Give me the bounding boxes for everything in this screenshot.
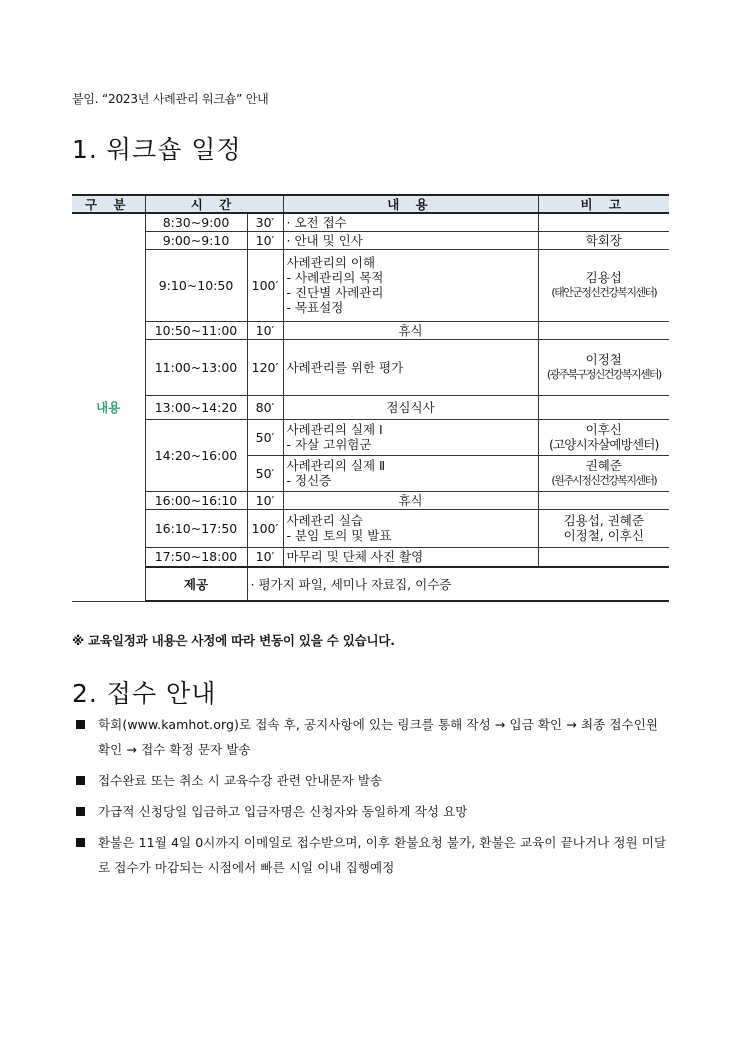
minutes-cell: 100′ <box>247 509 283 547</box>
list-item-text: 학회(www.kamhot.org)로 접속 후, 공지사항에 있는 링크를 통해 작성 → 입금 확인 → 최종 접수인원 확인 → 접수 확정 문자 발송 <box>98 717 659 757</box>
speaker-affiliation: (원주시정신건강복지센터) <box>551 474 657 487</box>
content-cell <box>283 455 538 491</box>
section1-title: 1. 워크숍 일정 <box>72 135 242 164</box>
speaker-names: 김용섭, 권혜준 <box>563 513 644 528</box>
header-category: 구 분 <box>72 195 145 213</box>
square-bullet-icon <box>76 720 85 729</box>
remarks-cell <box>538 419 669 455</box>
remarks-cell <box>538 339 669 395</box>
list-item <box>72 830 672 880</box>
speaker-name: 김용섭 <box>585 270 622 285</box>
schedule-table <box>72 194 669 602</box>
remarks-cell <box>538 395 669 419</box>
speaker-name: 권혜준 <box>585 458 622 473</box>
table-row <box>72 395 669 419</box>
list-item <box>72 768 672 793</box>
table-row <box>72 547 669 567</box>
table-row <box>72 419 669 455</box>
time-cell: 9:00~9:10 <box>145 231 247 249</box>
speaker-name: 이정철 <box>585 352 622 367</box>
list-item <box>72 799 672 824</box>
minutes-cell: 50′ <box>247 419 283 455</box>
table-row <box>72 491 669 509</box>
speaker-affiliation: (고양시자살예방센터) <box>548 437 659 452</box>
content-line: - 정신증 <box>286 473 332 488</box>
minutes-cell: 100′ <box>247 249 283 321</box>
table-row <box>72 213 669 231</box>
content-cell: 점심식사 <box>283 395 538 419</box>
content-cell <box>283 419 538 455</box>
table-row <box>72 249 669 321</box>
content-line: - 목표설정 <box>286 300 344 315</box>
content-cell: 사례관리를 위한 평가 <box>283 339 538 395</box>
table-row <box>72 321 669 339</box>
content-cell: 휴식 <box>283 491 538 509</box>
time-cell: 10:50~11:00 <box>145 321 247 339</box>
remarks-cell <box>538 491 669 509</box>
content-line: - 진단별 사례관리 <box>286 285 384 300</box>
schedule-change-notice: ※ 교육일정과 내용은 사정에 따라 변동이 있을 수 있습니다. <box>72 633 395 648</box>
minutes-cell: 10′ <box>247 491 283 509</box>
list-item-text: 가급적 신청당일 입금하고 입금자명은 신청자와 동일하게 작성 요망 <box>98 804 468 819</box>
table-row <box>72 339 669 395</box>
time-cell: 8:30~9:00 <box>145 213 247 231</box>
square-bullet-icon <box>76 838 85 847</box>
remarks-cell <box>538 249 669 321</box>
table-row <box>72 509 669 547</box>
remarks-cell <box>538 321 669 339</box>
list-item <box>72 712 672 762</box>
header-time: 시 간 <box>145 195 283 213</box>
time-cell: 9:10~10:50 <box>145 249 247 321</box>
square-bullet-icon <box>76 807 85 816</box>
content-cell: · 오전 접수 <box>283 213 538 231</box>
content-line: - 분임 토의 및 발표 <box>286 528 392 543</box>
header-remarks: 비 고 <box>538 195 669 213</box>
speaker-name: 이후신 <box>585 422 622 437</box>
speaker-affiliation: (광주북구정신건강복지센터) <box>546 368 661 381</box>
content-cell <box>283 249 538 321</box>
remarks-cell <box>538 547 669 567</box>
provide-label: 제공 <box>145 567 247 601</box>
speaker-names: 이정철, 이후신 <box>563 528 644 543</box>
header-content: 내 용 <box>283 195 538 213</box>
remarks-cell <box>538 213 669 231</box>
square-bullet-icon <box>76 776 85 785</box>
content-line: 사례관리의 이해 <box>286 255 376 270</box>
table-header-row <box>72 195 669 213</box>
list-item-text: 환불은 11월 4일 0시까지 이메일로 접수받으며, 이후 환불요청 불가, 환불은 교육이 끝나거나 정원 미달로 접수가 마감되는 시점에서 빠른 시일 이내 집행예정 <box>98 835 667 875</box>
minutes-cell: 80′ <box>247 395 283 419</box>
content-cell: 휴식 <box>283 321 538 339</box>
provide-text: · 평가지 파일, 세미나 자료집, 이수증 <box>247 567 669 601</box>
time-cell: 11:00~13:00 <box>145 339 247 395</box>
content-cell: 마무리 및 단체 사진 촬영 <box>283 547 538 567</box>
content-line: 사례관리 실습 <box>286 513 363 528</box>
table-row <box>72 231 669 249</box>
minutes-cell: 10′ <box>247 231 283 249</box>
minutes-cell: 10′ <box>247 547 283 567</box>
content-line: 사례관리의 실제 Ⅰ <box>286 422 383 437</box>
remarks-cell <box>538 455 669 491</box>
time-cell: 16:00~16:10 <box>145 491 247 509</box>
time-cell: 14:20~16:00 <box>145 419 247 491</box>
speaker-affiliation: (태안군정신건강복지센터) <box>551 286 657 299</box>
time-cell: 16:10~17:50 <box>145 509 247 547</box>
provide-row <box>72 567 669 601</box>
time-cell: 13:00~14:20 <box>145 395 247 419</box>
content-cell: · 안내 및 인사 <box>283 231 538 249</box>
side-label: 내용 <box>72 213 145 601</box>
content-line: - 자살 고위험군 <box>286 437 372 452</box>
time-cell: 17:50~18:00 <box>145 547 247 567</box>
content-line: 사례관리의 실제 Ⅱ <box>286 458 386 473</box>
attachment-line: 붙임. “2023년 사례관리 워크숍” 안내 <box>72 92 269 106</box>
content-cell <box>283 509 538 547</box>
list-item-text: 접수완료 또는 취소 시 교육수강 관련 안내문자 발송 <box>98 773 383 788</box>
minutes-cell: 10′ <box>247 321 283 339</box>
remarks-cell <box>538 509 669 547</box>
minutes-cell: 30′ <box>247 213 283 231</box>
section2-title: 2. 접수 안내 <box>72 679 217 708</box>
content-line: - 사례관리의 목적 <box>286 270 384 285</box>
remarks-cell: 학회장 <box>538 231 669 249</box>
minutes-cell: 50′ <box>247 455 283 491</box>
minutes-cell: 120′ <box>247 339 283 395</box>
registration-list <box>72 712 672 886</box>
